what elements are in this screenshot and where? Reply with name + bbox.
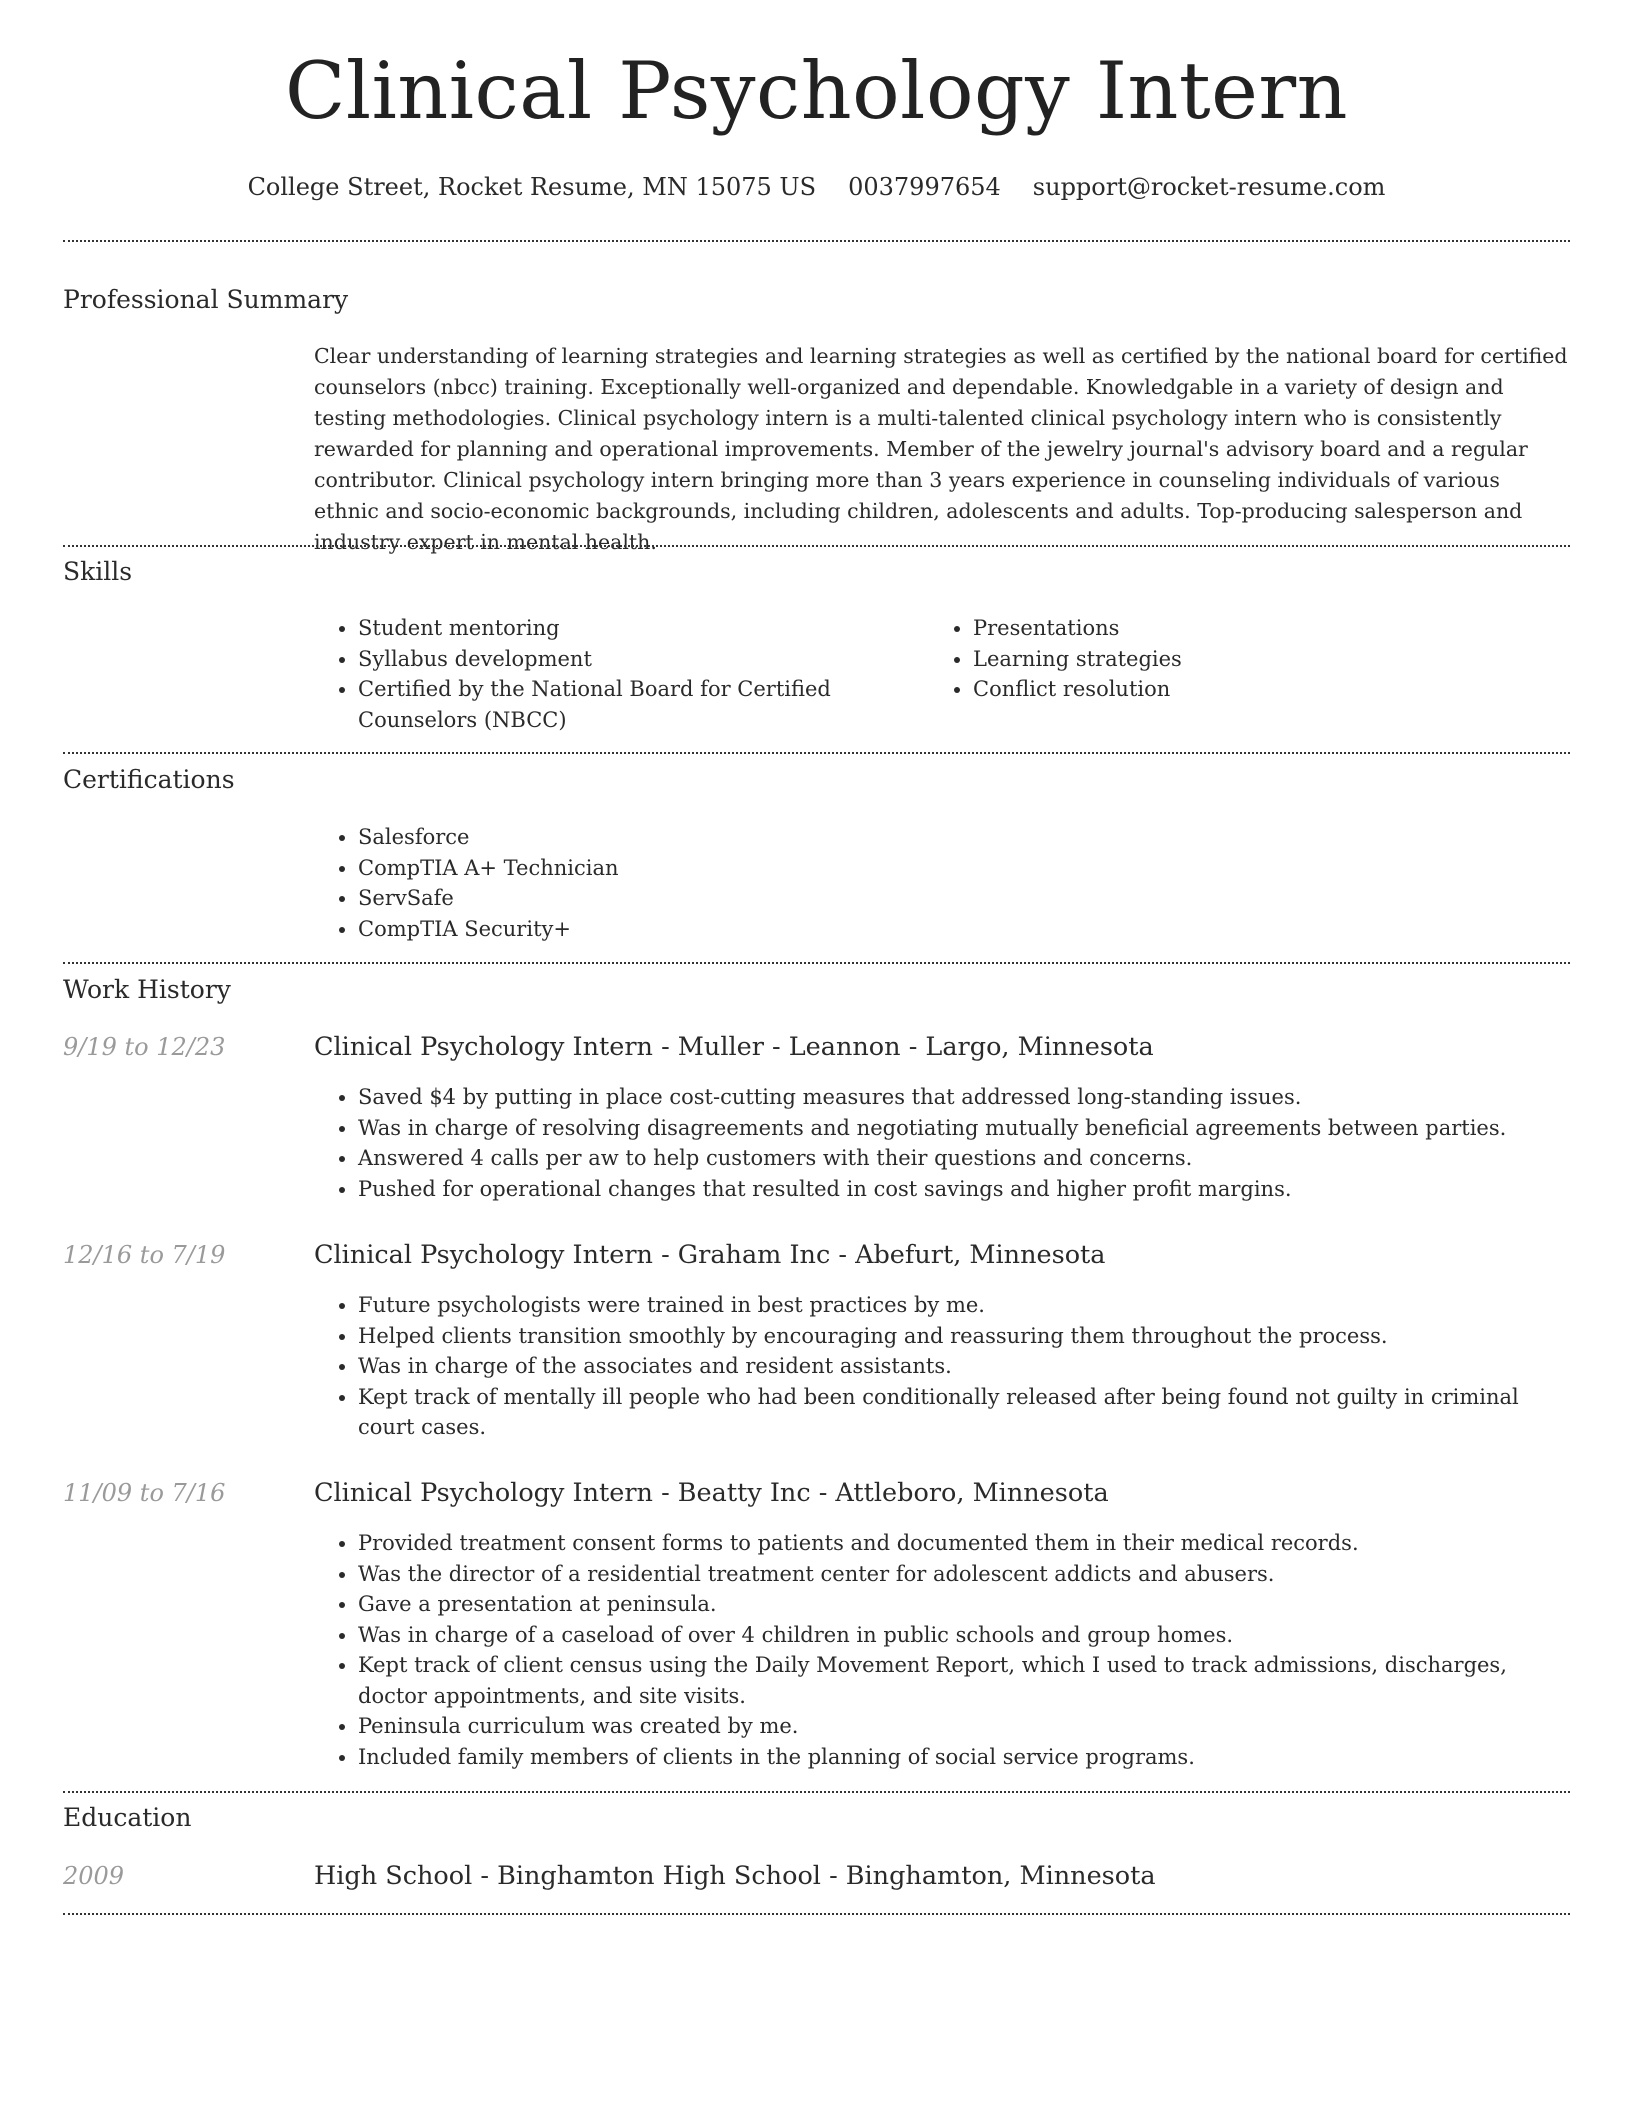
contact-phone: 0037997654 (848, 173, 1001, 201)
job-bullet: • Future psychologists were trained in best practices by me. (358, 1290, 1570, 1321)
job-bullet: • Peninsula curriculum was created by me. (358, 1711, 1570, 1742)
job-bullet: • Kept track of client census using the Daily Movement Report, which I used to track admissions, discharges, doctor appointments, and site visits. (358, 1650, 1570, 1711)
skill-item: • Student mentoring (358, 613, 954, 644)
job-bullets (314, 1290, 1570, 1443)
job-bullet: • Was the director of a residential treatment center for adolescent addicts and abusers. (358, 1559, 1570, 1590)
certification-item: • CompTIA A+ Technician (358, 853, 1214, 884)
certification-item: • CompTIA Security+ (358, 914, 1214, 945)
contact-email: support@rocket-resume.com (1032, 173, 1386, 201)
job-dates: 12/16 to 7/19 (63, 1241, 226, 1269)
job-bullet: • Saved $4 by putting in place cost-cutting measures that addressed long-standing issues. (358, 1082, 1570, 1113)
job-bullet: • Provided treatment consent forms to patients and documented them in their medical records. (358, 1528, 1570, 1559)
job-bullet: • Pushed for operational changes that resulted in cost savings and higher profit margins. (358, 1174, 1570, 1205)
section-divider (63, 240, 1570, 242)
skill-item: • Certified by the National Board for Certified Counselors (NBCC) (358, 674, 954, 735)
section-divider (63, 752, 1570, 754)
section-divider (63, 1791, 1570, 1793)
job-bullets (314, 1082, 1570, 1204)
summary-text: Clear understanding of learning strategies and learning strategies as well as certified by the national board for certified counselors (nbcc) training. Exceptionally well-organized and dependable. Knowledgable in a variety of design and testing methodologies. Clinical psychology intern is a multi-talented clinical psychology intern who is consistently rewarded for planning and operational improvements. Member of the jewelry journal's advisory board and a regular contributor. Clinical psychology intern bringing more than 3 years experience in counseling individuals of various ethnic and socio-economic backgrounds, including children, adolescents and adults. Top-producing salesperson and industry expert in mental health. (314, 344, 1568, 554)
job-bullet: • Gave a presentation at peninsula. (358, 1589, 1570, 1620)
job-bullet: • Kept track of mentally ill people who had been conditionally released after being found not guilty in criminal court cases. (358, 1382, 1570, 1443)
skill-item: • Presentations (973, 613, 1529, 644)
skill-item: • Learning strategies (973, 644, 1529, 675)
work-history-heading: Work History (63, 975, 231, 1004)
contact-address: College Street, Rocket Resume, MN 15075 US (247, 173, 817, 201)
skill-item: • Conflict resolution (973, 674, 1529, 705)
job-bullet: • Included family members of clients in the planning of social service programs. (358, 1742, 1570, 1773)
skills-column-left (314, 613, 954, 735)
job-title: Clinical Psychology Intern - Graham Inc - Abefurt, Minnesota (314, 1240, 1106, 1270)
section-divider (63, 962, 1570, 964)
certification-item: • Salesforce (358, 822, 1214, 853)
certifications-heading: Certifications (63, 765, 235, 794)
job-title: Clinical Psychology Intern - Muller - Leannon - Largo, Minnesota (314, 1032, 1154, 1062)
skills-heading: Skills (63, 557, 133, 586)
education-detail: High School - Binghamton High School - Binghamton, Minnesota (314, 1861, 1156, 1891)
job-bullet: • Answered 4 calls per aw to help customers with their questions and concerns. (358, 1143, 1570, 1174)
summary-heading: Professional Summary (63, 285, 349, 314)
job-bullet: • Was in charge of resolving disagreements and negotiating mutually beneficial agreements between parties. (358, 1113, 1570, 1144)
certifications-list (314, 822, 1214, 944)
job-bullet: • Was in charge of the associates and resident assistants. (358, 1351, 1570, 1382)
job-bullet: • Helped clients transition smoothly by encouraging and reassuring them throughout the process. (358, 1321, 1570, 1352)
job-bullet: • Was in charge of a caseload of over 4 children in public schools and group homes. (358, 1620, 1570, 1651)
section-divider (63, 545, 1570, 547)
job-title: Clinical Psychology Intern - Beatty Inc - Attleboro, Minnesota (314, 1478, 1109, 1508)
job-bullets (314, 1528, 1570, 1772)
education-year: 2009 (63, 1862, 125, 1890)
skill-item: • Syllabus development (358, 644, 954, 675)
job-dates: 9/19 to 12/23 (63, 1033, 226, 1061)
education-heading: Education (63, 1803, 192, 1832)
section-divider (63, 1913, 1570, 1915)
skills-column-right (929, 613, 1529, 705)
contact-line (63, 173, 1570, 202)
resume-title: Clinical Psychology Intern (284, 45, 1349, 137)
certification-item: • ServSafe (358, 883, 1214, 914)
job-dates: 11/09 to 7/16 (63, 1479, 226, 1507)
